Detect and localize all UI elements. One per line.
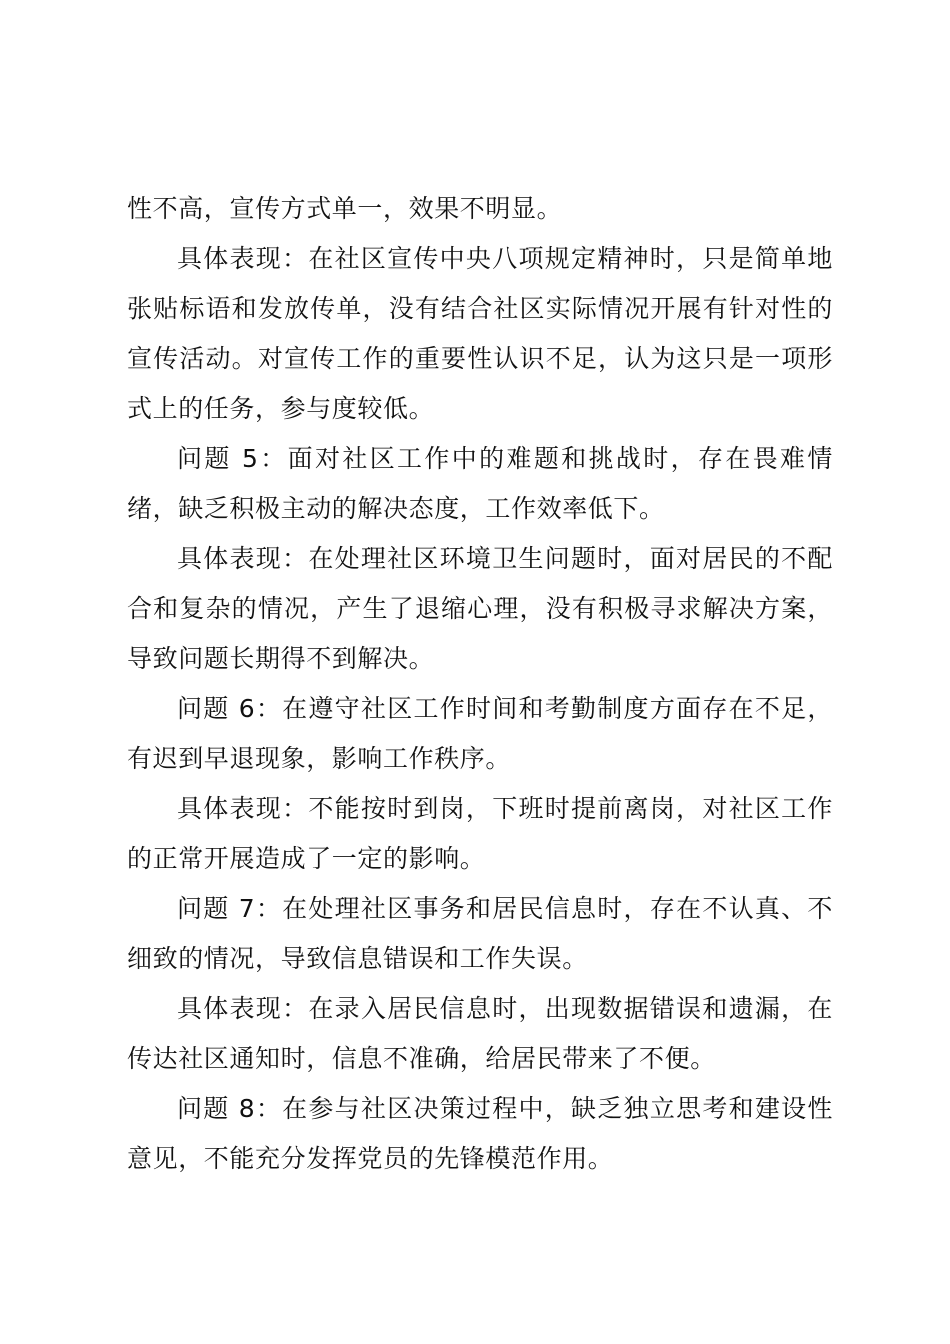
paragraph-issue-8: 问题 8：在参与社区决策过程中，缺乏独立思考和建设性意见，不能充分发挥党员的先锋模范作用。 bbox=[127, 1094, 833, 1173]
paragraph-detail: 具体表现：在录入居民信息时，出现数据错误和遗漏，在传达社区通知时，信息不准确，给居民带来了不便。 bbox=[127, 994, 833, 1073]
paragraph-issue-7: 问题 7：在处理社区事务和居民信息时，存在不认真、不细致的情况，导致信息错误和工作失误。 bbox=[127, 894, 833, 973]
paragraph-issue-6: 问题 6：在遵守社区工作时间和考勤制度方面存在不足，有迟到早退现象，影响工作秩序。 bbox=[127, 694, 833, 773]
paragraph-detail: 具体表现：在处理社区环境卫生问题时，面对居民的不配合和复杂的情况，产生了退缩心理，没有积极寻求解决方案，导致问题长期得不到解决。 bbox=[127, 544, 833, 673]
document-body bbox=[127, 184, 833, 1184]
paragraph-continued: 性不高，宣传方式单一，效果不明显。 bbox=[127, 194, 563, 223]
paragraph-detail: 具体表现：不能按时到岗，下班时提前离岗，对社区工作的正常开展造成了一定的影响。 bbox=[127, 794, 833, 873]
paragraph-issue-5: 问题 5：面对社区工作中的难题和挑战时，存在畏难情绪，缺乏积极主动的解决态度，工作效率低下。 bbox=[127, 444, 833, 523]
paragraph-detail: 具体表现：在社区宣传中央八项规定精神时，只是简单地张贴标语和发放传单，没有结合社区实际情况开展有针对性的宣传活动。对宣传工作的重要性认识不足，认为这只是一项形式上的任务，参与度较低。 bbox=[127, 244, 833, 423]
